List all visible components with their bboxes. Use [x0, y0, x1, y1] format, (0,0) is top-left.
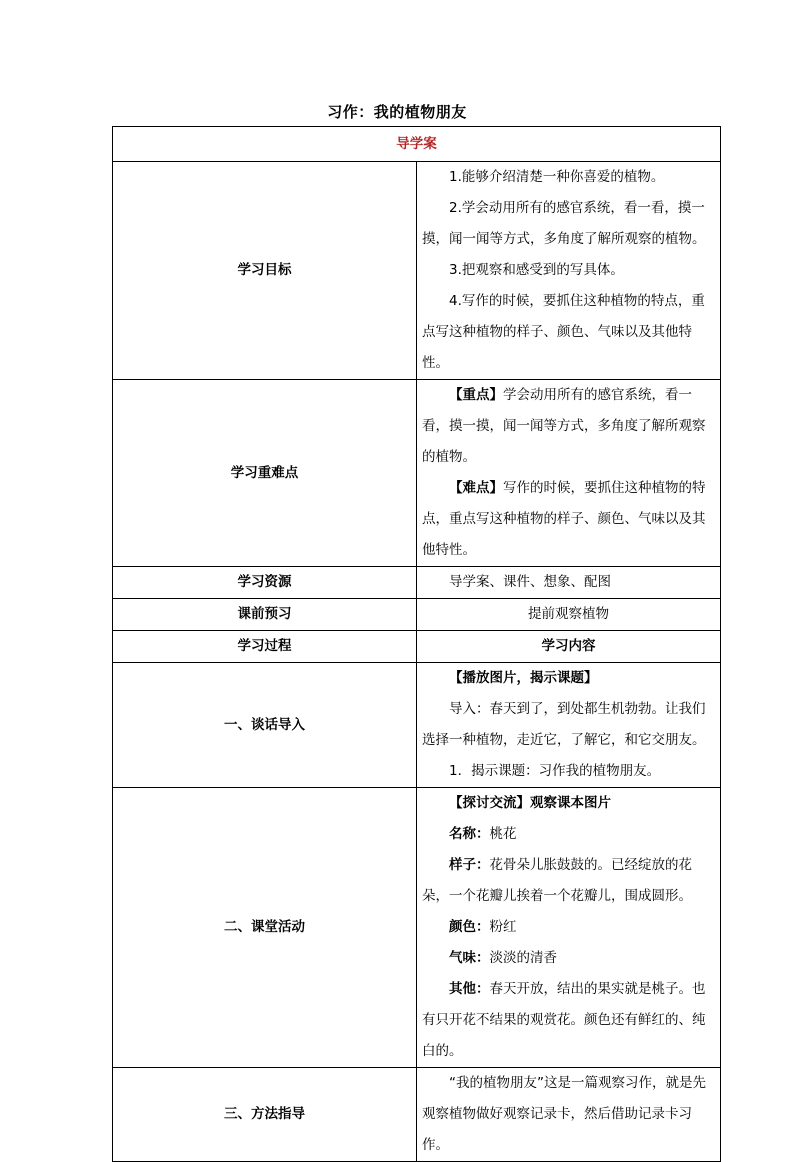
objectives-row	[113, 162, 721, 380]
method-row	[113, 1068, 721, 1162]
field-key: 其他：	[449, 981, 490, 997]
resources-content: 导学案、课件、想象、配图	[417, 567, 721, 599]
intro-content	[417, 663, 721, 788]
activity-heading-tag: 【探讨交流】	[449, 795, 530, 811]
intro-label: 一、谈话导入	[113, 663, 417, 788]
document-title: 习作：我的植物朋友	[327, 103, 467, 121]
method-label: 三、方法指导	[113, 1068, 417, 1162]
field-key: 颜色：	[449, 919, 490, 935]
activity-heading-text: 观察课本图片	[530, 795, 611, 811]
activity-field	[422, 974, 715, 1067]
field-value: 桃花	[489, 826, 517, 842]
process-header-content: 学习内容	[417, 631, 721, 663]
activity-field	[422, 819, 715, 850]
field-value: 淡淡的清香	[489, 950, 557, 966]
field-value: 花骨朵儿胀鼓鼓的。已经绽放的花朵，一个花瓣儿挨着一个花瓣儿，围成圆形。	[422, 857, 692, 904]
field-value: 春天开放，结出的果实就是桃子。也有只开花不结果的观赏花。颜色还有鲜红的、纯白的。	[422, 981, 706, 1059]
difficulty-text: 写作的时候，要抓住这种植物的特点，重点写这种植物的样子、颜色、气味以及其他特性。	[422, 480, 706, 558]
field-key: 气味：	[449, 950, 490, 966]
key-points-label: 学习重难点	[113, 380, 417, 567]
preview-label: 课前预习	[113, 599, 417, 631]
objective-item: 2.学会动用所有的感官系统，看一看，摸一摸，闻一闻等方式，多角度了解所观察的植物。	[422, 200, 706, 247]
activity-label: 二、课堂活动	[113, 788, 417, 1068]
key-point-tag: 【重点】	[449, 387, 503, 403]
activity-heading	[422, 788, 715, 819]
banner-row	[113, 127, 721, 162]
activity-row	[113, 788, 721, 1068]
key-points-row	[113, 380, 721, 567]
objective-item: 1.能够介绍清楚一种你喜爱的植物。	[449, 169, 665, 185]
activity-field	[422, 943, 715, 974]
study-guide-table	[112, 126, 721, 1162]
objective-item: 3.把观察和感受到的写具体。	[449, 262, 624, 278]
preview-content: 提前观察植物	[417, 599, 721, 631]
key-point-text: 学会动用所有的感官系统，看一看，摸一摸，闻一闻等方式，多角度了解所观察的植物。	[422, 387, 706, 465]
method-text: “我的植物朋友”这是一篇观察习作，就是先观察植物做好观察记录卡，然后借助记录卡习作。	[422, 1075, 706, 1153]
key-point-paragraph	[422, 380, 715, 473]
resources-label: 学习资源	[113, 567, 417, 599]
process-header-row	[113, 631, 721, 663]
intro-heading: 【播放图片，揭示课题】	[449, 670, 598, 686]
activity-field	[422, 850, 715, 912]
field-key: 样子：	[449, 857, 490, 873]
activity-field	[422, 912, 715, 943]
process-header-label: 学习过程	[113, 631, 417, 663]
resources-row	[113, 567, 721, 599]
activity-content	[417, 788, 721, 1068]
objectives-label: 学习目标	[113, 162, 417, 380]
intro-item: 1．揭示课题：习作我的植物朋友。	[449, 763, 661, 779]
banner-cell: 导学案	[113, 127, 721, 162]
intro-row	[113, 663, 721, 788]
field-key: 名称：	[449, 826, 490, 842]
objective-item: 4.写作的时候，要抓住这种植物的特点，重点写这种植物的样子、颜色、气味以及其他特性。	[422, 293, 705, 371]
key-points-content	[417, 380, 721, 567]
preview-row	[113, 599, 721, 631]
difficulty-paragraph	[422, 473, 715, 566]
objectives-content	[417, 162, 721, 380]
intro-lead: 导入：春天到了，到处都生机勃勃。让我们选择一种植物，走近它，了解它，和它交朋友。	[422, 701, 706, 748]
method-content	[417, 1068, 721, 1162]
field-value: 粉红	[489, 919, 517, 935]
difficulty-tag: 【难点】	[449, 480, 503, 496]
